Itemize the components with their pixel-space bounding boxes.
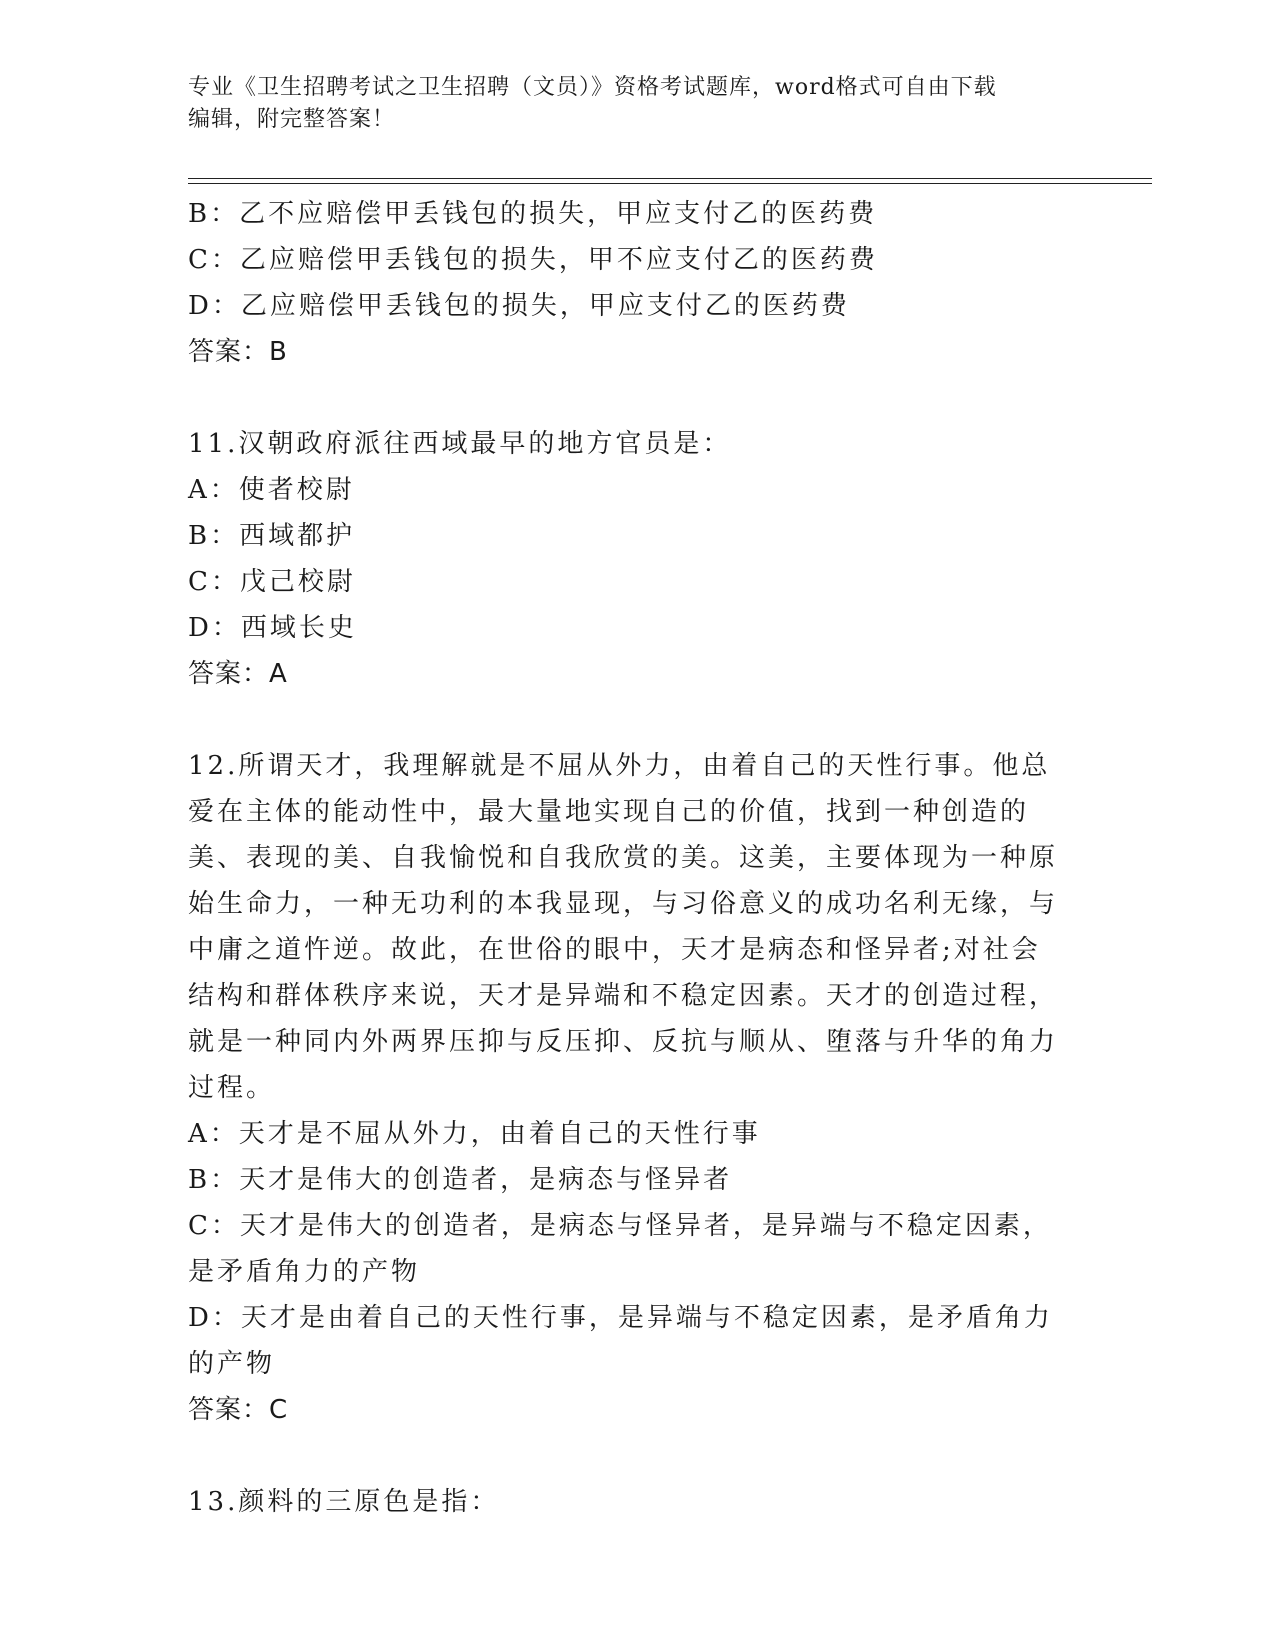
header-rule-top [188, 178, 1152, 179]
q10-option-d: D：乙应赔偿甲丢钱包的损失，甲应支付乙的医药费 [188, 291, 850, 321]
q11-answer: 答案：A [188, 659, 288, 689]
question-10-continued [188, 191, 1068, 375]
question-11 [188, 421, 1068, 697]
spacer [188, 697, 1068, 743]
q11-option-c: C：戊己校尉 [188, 567, 356, 597]
document-header [188, 72, 1088, 136]
question-13 [188, 1479, 1068, 1525]
q10-option-c: C：乙应赔偿甲丢钱包的损失，甲不应支付乙的医药费 [188, 245, 878, 275]
q12-option-c: C：天才是伟大的创造者，是病态与怪异者，是异端与不稳定因素，是矛盾角力的产物 [188, 1211, 1052, 1287]
q13-question: 13.颜料的三原色是指： [188, 1487, 500, 1517]
header-rule-bottom [188, 183, 1152, 184]
spacer [188, 375, 1068, 421]
question-12 [188, 743, 1068, 1433]
q12-question: 12.所谓天才，我理解就是不屈从外力，由着自己的天性行事。他总爱在主体的能动性中，最大量地实现自己的价值，找到一种创造的美、表现的美、自我愉悦和自我欣赏的美。这美，主要体现为一种原始生命力，一种无功利的本我显现，与习俗意义的成功名利无缘，与中庸之道忤逆。故此，在世俗的眼中，天才是病态和怪异者;对社会结构和群体秩序来说，天才是异端和不稳定因素。天才的创造过程，就是一种同内外两界压抑与反压抑、反抗与顺从、堕落与升华的角力过程。 [188, 751, 1059, 1103]
q11-option-a: A：使者校尉 [188, 475, 355, 505]
q11-option-d: D：西域长史 [188, 613, 357, 643]
q10-answer: 答案：B [188, 337, 288, 367]
header-line-1: 专业《卫生招聘考试之卫生招聘（文员）》资格考试题库，word格式可自由下载 [188, 75, 997, 100]
q12-option-a: A：天才是不屈从外力，由着自己的天性行事 [188, 1119, 761, 1149]
q11-question: 11.汉朝政府派往西域最早的地方官员是： [188, 429, 732, 459]
question-content [188, 191, 1068, 1525]
spacer [188, 1433, 1068, 1479]
q12-option-b: B：天才是伟大的创造者，是病态与怪异者 [188, 1165, 733, 1195]
q10-option-b: B：乙不应赔偿甲丢钱包的损失，甲应支付乙的医药费 [188, 199, 878, 229]
q12-option-d: D：天才是由着自己的天性行事，是异端与不稳定因素，是矛盾角力的产物 [188, 1303, 1053, 1379]
q11-option-b: B：西域都护 [188, 521, 356, 551]
header-line-2: 编辑，附完整答案！ [188, 107, 396, 132]
q12-answer: 答案：C [188, 1395, 289, 1425]
